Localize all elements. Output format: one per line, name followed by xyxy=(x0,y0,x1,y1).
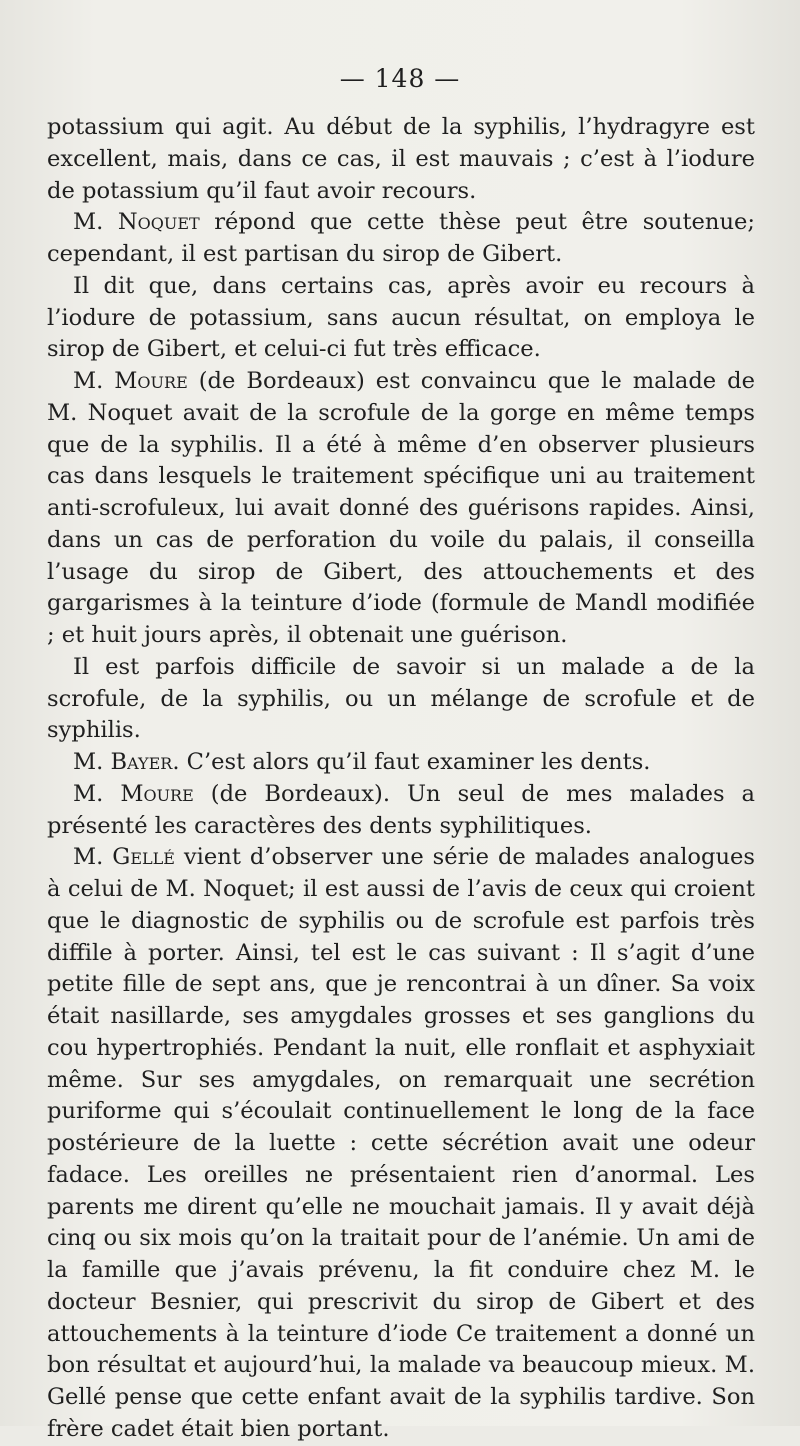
paragraph xyxy=(47,842,755,1445)
text-segment: répond que cette thèse peut être soutenue; cependant, il est partisan du sirop de Gibert. xyxy=(47,209,755,267)
speaker-name: Bayer xyxy=(110,749,173,775)
text-segment: M. xyxy=(73,780,121,807)
text-segment: potassium qui agit. Au début de la syphilis, l’hydragyre est excellent, mais, dans ce cas, il est mauvais ; c’est à l’iodure de potassium qu’il faut avoir recours. xyxy=(47,114,755,204)
speaker-name: Moure xyxy=(114,368,188,394)
text-segment: M. xyxy=(73,844,113,871)
paragraph xyxy=(47,747,755,779)
body-text xyxy=(47,112,755,1446)
text-segment: M. xyxy=(73,368,115,394)
paragraph xyxy=(47,207,755,271)
text-segment: Il est parfois difficile de savoir si un malade a de la scrofule, de la syphilis, ou un mélange de scrofule et de syphilis. xyxy=(47,653,755,744)
text-segment: M. xyxy=(73,749,111,775)
page-number: — 148 — xyxy=(339,64,461,93)
paragraph xyxy=(47,779,755,843)
speaker-name: Moure xyxy=(120,780,194,807)
text-segment: vient d’observer une série de malades analogues à celui de M. Noquet; il est aussi de l’avis de ceux qui croient que le diagnostic de syphilis ou de scrofule est parfois très diffile à porter. Ainsi, tel est le cas suivant : Il s’agit d’une petite fille de sept ans, que je rencontrai à un dîner. Sa voix était nasillarde, ses amygdales grosses et ses ganglions du cou hypertrophiés. Pendant la nuit, elle ronflait et asphyxiait même. Sur ses amygdales, on remarquait une secrétion puriforme qui s’écoulait continuellement le long de la face postérieure de la luette : cette sécrétion avait une odeur fadace. Les oreilles ne présentaient rien d’anormal. Les parents me dirent qu’elle ne mouchait jamais. Il y avait déjà cinq ou six mois qu’on la traitait pour de l’anémie. Un ami de la famille que j’avais prévenu, la fit conduire chez M. le docteur Besnier, qui prescrivit du sirop de Gibert et des attouchements à la teinture d’iode Ce traitement a donné un bon résultat et aujourd’hui, la malade va beaucoup mieux. M. Gellé pense que cette enfant avait de la syphilis tardive. Son frère cadet était bien portant. xyxy=(47,844,756,1442)
text-segment: Il dit que, dans certains cas, après avoir eu recours à l’iodure de potassium, sans aucun résultat, on employa le sirop de Gibert, et celui-ci fut très efficace. xyxy=(47,272,755,363)
text-segment: (de Bordeaux). Un seul de mes malades a présenté les caractères des dents syphilitiques. xyxy=(47,780,755,839)
paragraph xyxy=(47,366,755,652)
speaker-name: Noquet xyxy=(117,209,200,236)
text-segment: (de Bordeaux) est convaincu que le malade de M. Noquet avait de la scrofule de la gorge en même temps que de la syphilis. Il a été à même d’en observer plusieurs cas dans lesquels le traitement spécifique uni au traitement anti-scrofuleux, lui avait donné des guérisons rapides. Ainsi, dans un cas de perforation du voile du palais, il conseilla l’usage du sirop de Gibert, des attouchements et des gargarismes à la teinture d’iode (formule de Mandl modifiée ; et huit jours après, il obtenait une guérison. xyxy=(47,368,755,648)
text-segment: M. xyxy=(73,209,118,236)
text-segment: . C’est alors qu’il faut examiner les dents. xyxy=(172,749,651,775)
speaker-name: Gellé xyxy=(112,844,175,871)
paragraph xyxy=(47,112,755,207)
paragraph xyxy=(47,271,755,366)
paragraph xyxy=(47,652,755,747)
